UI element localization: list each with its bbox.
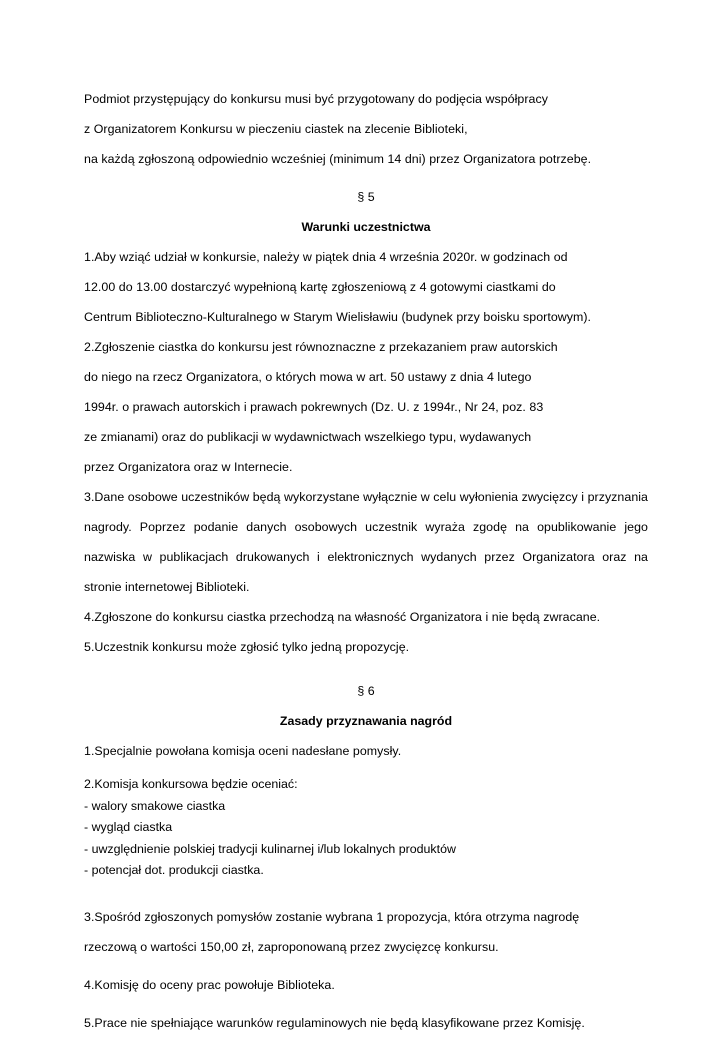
section-5-title: Warunki uczestnictwa — [301, 220, 431, 234]
section-5-item-1-line-3: Centrum Biblioteczno-Kulturalnego w Starym Wielisławiu (budynek przy boisku sportowym). — [84, 310, 592, 324]
section-5-item-4: 4.Zgłoszone do konkursu ciastka przechodzą na własność Organizatora i nie będą zwracane. — [84, 610, 601, 624]
section-5-item-3: 3.Dane osobowe uczestników będą wykorzystane wyłącznie w celu wyłonienia zwycięzcy i przyznania nagrody. Poprzez podanie danych osobowych uczestnik wyraża zgodę na opublikowanie jego nazwiska w publikacjach drukowanych i elektronicznych wydanych przez Organizatora oraz na stronie internetowej Biblioteki. — [84, 490, 648, 594]
intro-paragraph — [84, 84, 648, 174]
section-5-items — [84, 242, 648, 662]
section-5-item-5: 5.Uczestnik konkursu może zgłosić tylko jedną propozycję. — [84, 640, 410, 654]
spacer — [84, 662, 648, 676]
section-6-item-3-line-2: rzeczową o wartości 150,00 zł, zaproponowaną przez zwycięzcę konkursu. — [84, 939, 499, 954]
section-6-item-4: 4.Komisję do oceny prac powołuje Biblioteka. — [84, 977, 335, 992]
section-6-mark: § 6 — [357, 684, 375, 698]
section-6-item-2-bullet-2: - wygląd ciastka — [84, 820, 173, 834]
section-6-items — [84, 736, 648, 1038]
section-6-item-2-intro: 2.Komisja konkursowa będzie oceniać: — [84, 777, 298, 791]
section-5-item-2-line-5: przez Organizatora oraz w Internecie. — [84, 460, 293, 474]
section-6-title: Zasady przyznawania nagród — [279, 714, 453, 728]
spacer — [84, 882, 648, 902]
section-6-item-2-bullet-4: - potencjał dot. produkcji ciastka. — [84, 863, 264, 877]
section-6-item-1: 1.Specjalnie powołana komisja oceni nadesłane pomysły. — [84, 744, 402, 758]
section-5-item-2-line-3: 1994r. o prawach autorskich i prawach pokrewnych (Dz. U. z 1994r., Nr 24, poz. 83 — [84, 400, 544, 414]
section-6-item-2-bullet-3: - uwzględnienie polskiej tradycji kulinarnej i/lub lokalnych produktów — [84, 841, 456, 856]
section-6-item-5: 5.Prace nie spełniające warunków regulaminowych nie będą klasyfikowane przez Komisję. — [84, 1015, 585, 1030]
spacer — [84, 962, 648, 970]
spacer — [84, 766, 648, 774]
intro-line-3: na każdą zgłoszoną odpowiednio wcześniej (minimum 14 dni) przez Organizatora potrzebę. — [84, 152, 592, 166]
spacer — [84, 174, 648, 182]
intro-line-1: Podmiot przystępujący do konkursu musi być przygotowany do podjęcia współpracy — [84, 92, 548, 106]
section-5-item-2-line-4: ze zmianami) oraz do publikacji w wydawnictwach wszelkiego typu, wydawanych — [84, 430, 532, 444]
section-6-item-3-line-1: 3.Spośród zgłoszonych pomysłów zostanie wybrana 1 propozycja, która otrzyma nagrodę — [84, 909, 580, 924]
section-6-item-2-bullet-1: - walory smakowe ciastka — [84, 798, 226, 813]
section-5-item-1-line-1: 1.Aby wziąć udział w konkursie, należy w piątek dnia 4 września 2020r. w godzinach od — [84, 250, 568, 264]
section-5-item-2-line-2: do niego na rzecz Organizatora, o których mowa w art. 50 ustawy z dnia 4 lutego — [84, 370, 532, 384]
section-5-mark: § 5 — [357, 190, 375, 204]
section-5-item-2-line-1: 2.Zgłoszenie ciastka do konkursu jest równoznaczne z przekazaniem praw autorskich — [84, 340, 558, 354]
intro-line-2: z Organizatorem Konkursu w pieczeniu ciastek na zlecenie Biblioteki, — [84, 122, 468, 136]
spacer — [84, 1000, 648, 1008]
section-5-item-1-line-2: 12.00 do 13.00 dostarczyć wypełnioną kartę zgłoszeniową z 4 gotowymi ciastkami do — [84, 280, 556, 294]
